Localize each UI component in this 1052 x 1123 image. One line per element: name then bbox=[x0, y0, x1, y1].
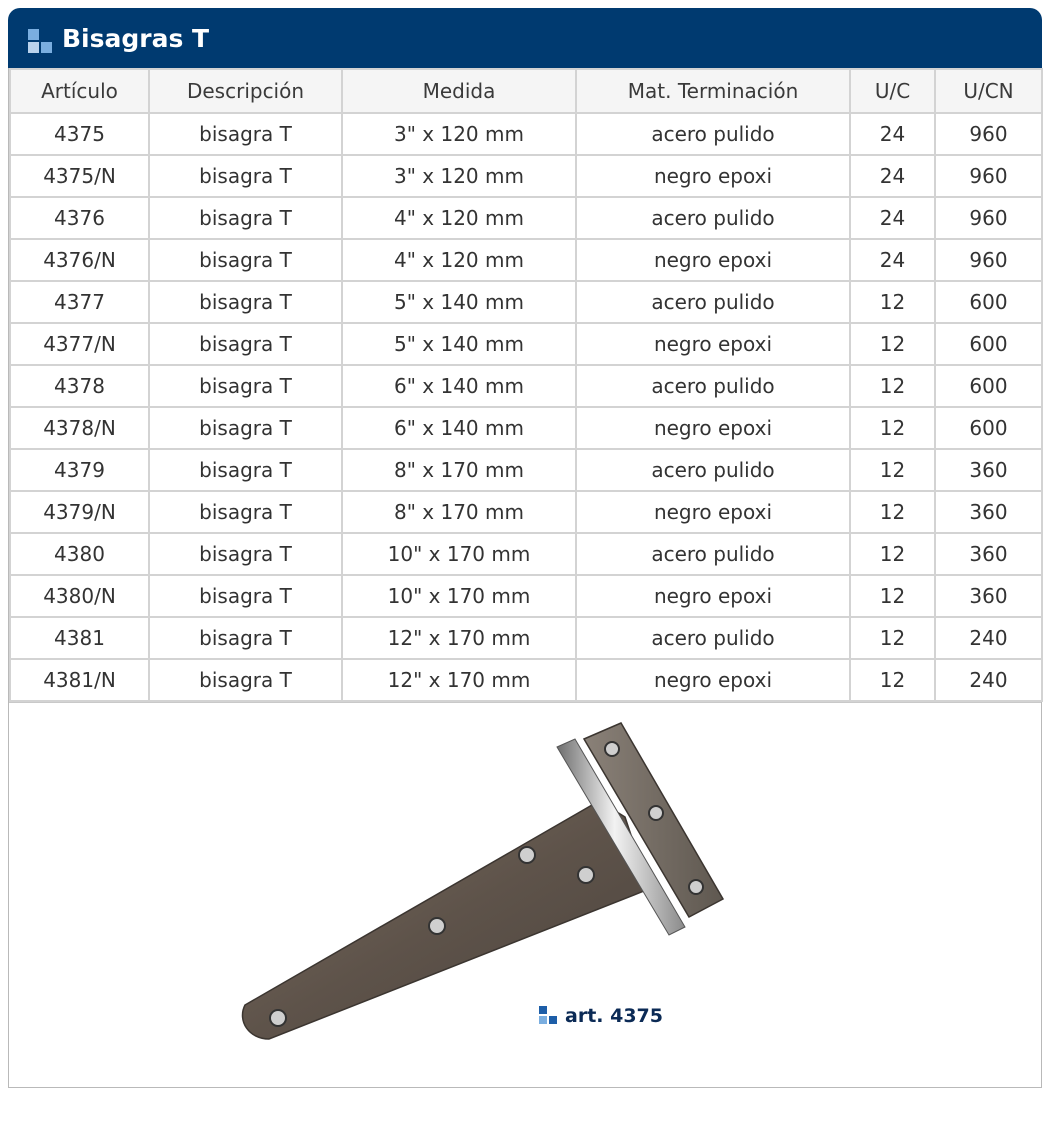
table-cell: 12 bbox=[850, 575, 935, 617]
table-cell: 600 bbox=[935, 281, 1042, 323]
table-cell: 5" x 140 mm bbox=[342, 281, 576, 323]
table-cell: 12" x 170 mm bbox=[342, 659, 576, 701]
table-cell: 12" x 170 mm bbox=[342, 617, 576, 659]
column-header: U/C bbox=[850, 69, 935, 113]
table-row bbox=[10, 197, 1042, 239]
table-cell: 4" x 120 mm bbox=[342, 239, 576, 281]
table-cell: acero pulido bbox=[576, 533, 850, 575]
table-cell: 240 bbox=[935, 659, 1042, 701]
table-row bbox=[10, 155, 1042, 197]
table-cell: 4377 bbox=[10, 281, 149, 323]
table-cell: 3" x 120 mm bbox=[342, 113, 576, 155]
table-cell: 12 bbox=[850, 407, 935, 449]
table-cell: bisagra T bbox=[149, 113, 342, 155]
table-cell: 4375 bbox=[10, 113, 149, 155]
table-cell: 4" x 120 mm bbox=[342, 197, 576, 239]
table-cell: acero pulido bbox=[576, 617, 850, 659]
table-row bbox=[10, 617, 1042, 659]
table-cell: 4381 bbox=[10, 617, 149, 659]
column-header: Artículo bbox=[10, 69, 149, 113]
caption-text: art. 4375 bbox=[565, 1005, 663, 1027]
table-cell: 4375/N bbox=[10, 155, 149, 197]
table-cell: acero pulido bbox=[576, 365, 850, 407]
table-cell: acero pulido bbox=[576, 449, 850, 491]
table-cell: negro epoxi bbox=[576, 407, 850, 449]
column-header: Medida bbox=[342, 69, 576, 113]
table-cell: 12 bbox=[850, 533, 935, 575]
table-cell: negro epoxi bbox=[576, 155, 850, 197]
table-cell: bisagra T bbox=[149, 281, 342, 323]
table-cell: 360 bbox=[935, 491, 1042, 533]
table-cell: 12 bbox=[850, 617, 935, 659]
table-cell: 10" x 170 mm bbox=[342, 533, 576, 575]
table-cell: 6" x 140 mm bbox=[342, 365, 576, 407]
table-cell: 12 bbox=[850, 365, 935, 407]
table-cell: bisagra T bbox=[149, 575, 342, 617]
blue-squares-icon bbox=[539, 1006, 559, 1026]
table-cell: bisagra T bbox=[149, 617, 342, 659]
photo-caption bbox=[539, 1005, 663, 1027]
table-cell: negro epoxi bbox=[576, 239, 850, 281]
table-cell: 24 bbox=[850, 239, 935, 281]
table-cell: bisagra T bbox=[149, 155, 342, 197]
table-cell: 3" x 120 mm bbox=[342, 155, 576, 197]
table-cell: bisagra T bbox=[149, 407, 342, 449]
table-cell: 960 bbox=[935, 197, 1042, 239]
table-cell: 8" x 170 mm bbox=[342, 491, 576, 533]
table-cell: 5" x 140 mm bbox=[342, 323, 576, 365]
table-row bbox=[10, 533, 1042, 575]
product-panel bbox=[8, 8, 1042, 1088]
table-cell: 12 bbox=[850, 323, 935, 365]
table-row bbox=[10, 239, 1042, 281]
table-cell: bisagra T bbox=[149, 491, 342, 533]
table-cell: 24 bbox=[850, 155, 935, 197]
table-cell: 360 bbox=[935, 533, 1042, 575]
table-cell: negro epoxi bbox=[576, 659, 850, 701]
table-cell: bisagra T bbox=[149, 323, 342, 365]
table-cell: 12 bbox=[850, 491, 935, 533]
table-cell: 10" x 170 mm bbox=[342, 575, 576, 617]
table-cell: 4378/N bbox=[10, 407, 149, 449]
table-cell: acero pulido bbox=[576, 197, 850, 239]
table-row bbox=[10, 491, 1042, 533]
table-cell: 4378 bbox=[10, 365, 149, 407]
table-cell: 12 bbox=[850, 281, 935, 323]
table-header-row bbox=[10, 69, 1042, 113]
table-cell: negro epoxi bbox=[576, 491, 850, 533]
product-table bbox=[9, 68, 1043, 702]
table-cell: 960 bbox=[935, 113, 1042, 155]
table-cell: bisagra T bbox=[149, 659, 342, 701]
column-header: Descripción bbox=[149, 69, 342, 113]
table-cell: 360 bbox=[935, 449, 1042, 491]
table-cell: bisagra T bbox=[149, 365, 342, 407]
table-cell: 8" x 170 mm bbox=[342, 449, 576, 491]
table-row bbox=[10, 407, 1042, 449]
table-cell: 240 bbox=[935, 617, 1042, 659]
column-header: U/CN bbox=[935, 69, 1042, 113]
table-cell: 6" x 140 mm bbox=[342, 407, 576, 449]
table-cell: 360 bbox=[935, 575, 1042, 617]
table-cell: 600 bbox=[935, 365, 1042, 407]
table-cell: 24 bbox=[850, 197, 935, 239]
table-row bbox=[10, 575, 1042, 617]
table-cell: 12 bbox=[850, 449, 935, 491]
product-photo-area bbox=[9, 702, 1041, 1087]
table-cell: 960 bbox=[935, 239, 1042, 281]
table-row bbox=[10, 365, 1042, 407]
table-cell: negro epoxi bbox=[576, 575, 850, 617]
table-cell: 4377/N bbox=[10, 323, 149, 365]
table-cell: 4380 bbox=[10, 533, 149, 575]
table-row bbox=[10, 323, 1042, 365]
table-cell: 600 bbox=[935, 323, 1042, 365]
table-cell: negro epoxi bbox=[576, 323, 850, 365]
table-cell: 600 bbox=[935, 407, 1042, 449]
table-cell: bisagra T bbox=[149, 239, 342, 281]
table-cell: 4379 bbox=[10, 449, 149, 491]
table-row bbox=[10, 659, 1042, 701]
product-table-container bbox=[8, 68, 1042, 1088]
table-cell: 4380/N bbox=[10, 575, 149, 617]
table-cell: 24 bbox=[850, 113, 935, 155]
table-cell: acero pulido bbox=[576, 281, 850, 323]
column-header: Mat. Terminación bbox=[576, 69, 850, 113]
table-cell: 12 bbox=[850, 659, 935, 701]
table-cell: bisagra T bbox=[149, 533, 342, 575]
table-row bbox=[10, 281, 1042, 323]
table-cell: 4376/N bbox=[10, 239, 149, 281]
table-row bbox=[10, 449, 1042, 491]
blue-squares-icon bbox=[28, 29, 52, 53]
table-row bbox=[10, 113, 1042, 155]
table-cell: bisagra T bbox=[149, 197, 342, 239]
table-cell: 960 bbox=[935, 155, 1042, 197]
table-cell: 4379/N bbox=[10, 491, 149, 533]
table-cell: 4376 bbox=[10, 197, 149, 239]
panel-title: Bisagras T bbox=[62, 23, 210, 53]
panel-header bbox=[8, 8, 1042, 68]
table-cell: 4381/N bbox=[10, 659, 149, 701]
t-hinge-photo bbox=[9, 703, 1041, 1087]
table-cell: bisagra T bbox=[149, 449, 342, 491]
table-cell: acero pulido bbox=[576, 113, 850, 155]
